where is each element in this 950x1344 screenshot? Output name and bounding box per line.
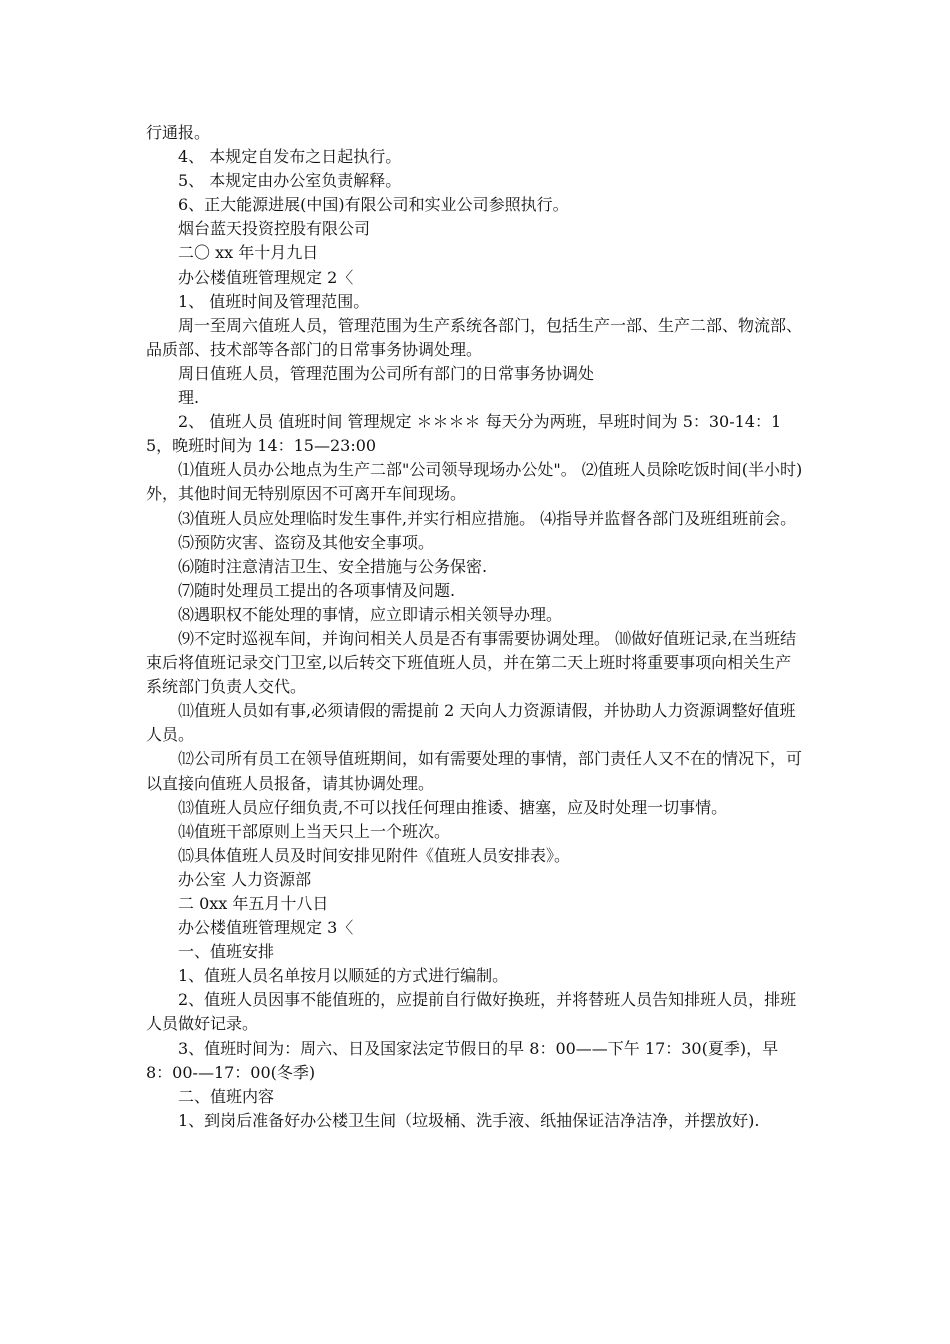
paragraph: ⑻遇职权不能处理的事情，应立即请示相关领导办理。 [178, 604, 563, 624]
paragraph: ⑾值班人员如有事,必须请假的需提前 2 天向人力资源请假，并协助人力资源调整好值班人员。 [146, 701, 796, 745]
subsection-heading: 一、值班安排 [178, 942, 275, 962]
date-line: 二 0xx 年五月十八日 [178, 894, 329, 913]
section-title: 办公楼值班管理规定 3〈 [178, 918, 354, 938]
paragraph: ⒀值班人员应仔细负责,不可以找任何理由推诿、搪塞，应及时处理一切事情。 [178, 797, 728, 817]
department-signature: 办公室 人力资源部 [178, 869, 312, 889]
document-body [146, 121, 806, 1133]
subsection-heading: 二、值班内容 [178, 1086, 275, 1106]
paragraph: ⑴值班人员办公地点为生产二部"公司领导现场办公处"。 ⑵值班人员除吃饭时间(半小时)外，其他时间无特别原因不可离开车间现场。 [146, 460, 803, 504]
paragraph: 2、值班人员因事不能值班的，应提前自行做好换班，并将替班人员告知排班人员，排班人员做好记录。 [146, 990, 797, 1034]
paragraph: 理. [178, 388, 200, 408]
paragraph: 行通报。 [146, 123, 211, 142]
paragraph: ⑸预防灾害、盗窃及其他安全事项。 [178, 532, 435, 552]
paragraph: 3、值班时间为：周六、日及国家法定节假日的早 8：00——下午 17：30(夏季)，早 8：00-—17：00(冬季) [146, 1038, 779, 1082]
paragraph: 周日值班人员，管理范围为公司所有部门的日常事务协调处 [178, 363, 595, 383]
company-name: 烟台蓝天投资控股有限公司 [178, 219, 371, 239]
paragraph: 5、 本规定由办公室负责解释。 [178, 171, 402, 191]
paragraph: 1、到岗后准备好办公楼卫生间（垃圾桶、洗手液、纸抽保证洁净洁净，并摆放好). [178, 1110, 760, 1130]
paragraph: ⑺随时处理员工提出的各项事情及问题. [178, 580, 456, 600]
section-title: 办公楼值班管理规定 2〈 [178, 267, 354, 287]
paragraph: 1、值班人员名单按月以顺延的方式进行编制。 [178, 966, 509, 986]
paragraph: ⑶值班人员应处理临时发生事件,并实行相应措施。 ⑷指导并监督各部门及班组班前会。 [178, 508, 797, 528]
paragraph: ⒂具体值班人员及时间安排见附件《值班人员安排表》。 [178, 845, 571, 865]
paragraph: ⑹随时注意清洁卫生、安全措施与公务保密. [178, 556, 488, 576]
paragraph: ⒁值班干部原则上当天只上一个班次。 [178, 821, 451, 841]
paragraph: ⑿公司所有员工在领导值班期间，如有需要处理的事情，部门责任人又不在的情况下，可以直接向值班人员报备，请其协调处理。 [146, 749, 803, 793]
paragraph: 周一至周六值班人员，管理范围为生产系统各部门，包括生产一部、生产二部、物流部、品质部、技术部等各部门的日常事务协调处理。 [146, 315, 803, 359]
paragraph: 1、 值班时间及管理范围。 [178, 291, 370, 311]
paragraph: 2、 值班人员 值班时间 管理规定 ＊＊＊＊ 每天分为两班，早班时间为 5：30-14：15，晚班时间为 14：15—23:00 [146, 412, 782, 456]
paragraph: 4、 本规定自发布之日起执行。 [178, 147, 402, 167]
paragraph: 6、正大能源进展(中国)有限公司和实业公司参照执行。 [178, 195, 569, 215]
paragraph: ⑼不定时巡视车间，并询问相关人员是否有事需要协调处理。 ⑽做好值班记录,在当班结束后将值班记录交门卫室,以后转交下班值班人员，并在第二天上班时将重要事项向相关生产系统部门负责人交代。 [146, 628, 797, 697]
date-line: 二〇 xx 年十月九日 [178, 243, 319, 263]
